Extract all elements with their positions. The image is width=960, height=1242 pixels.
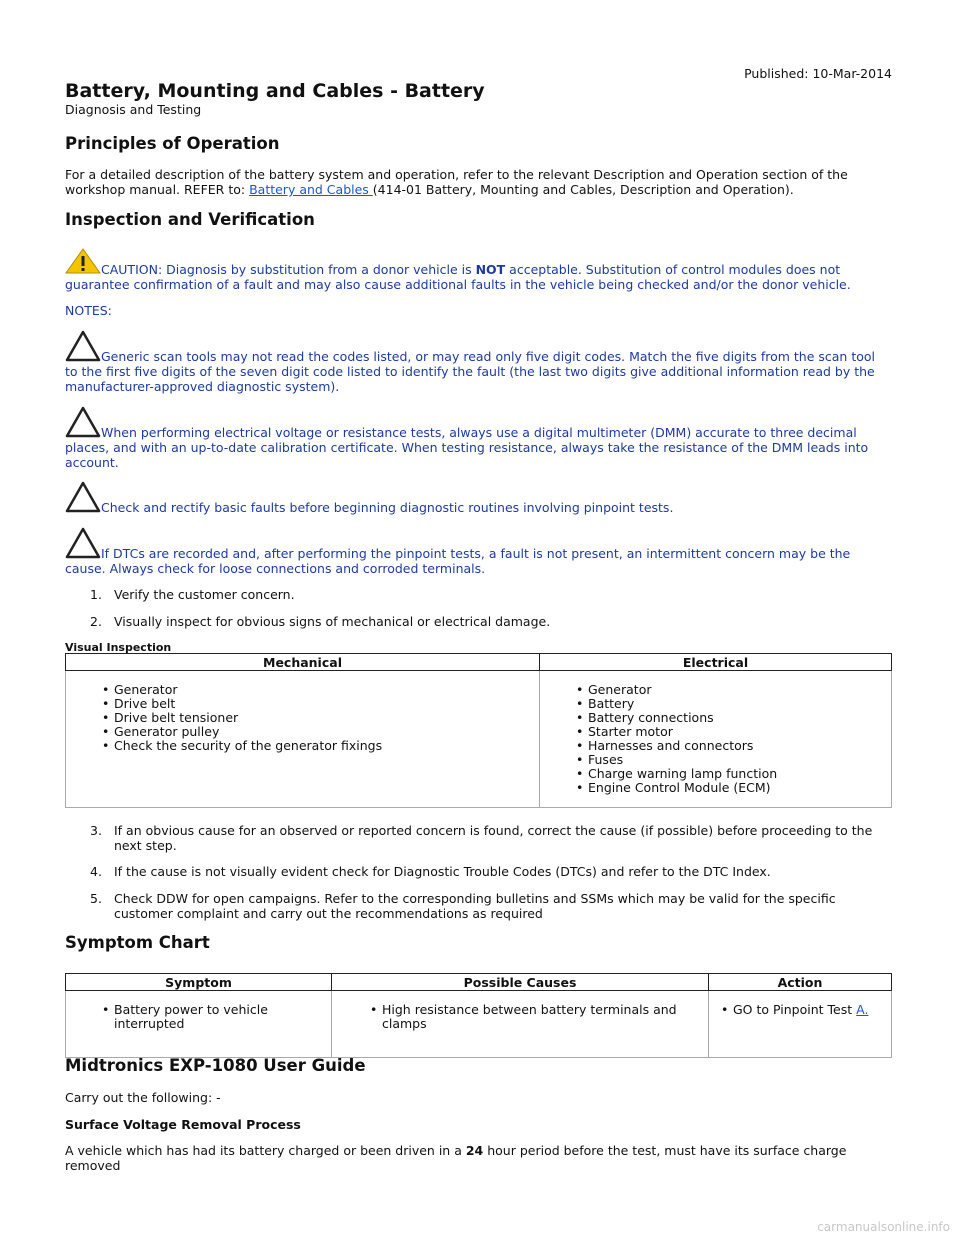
list-item: • Drive belt — [114, 697, 539, 711]
mechanical-header: Mechanical — [66, 654, 540, 671]
visual-inspection-label: Visual Inspection — [65, 641, 172, 654]
principles-text — [65, 167, 895, 197]
symptom-cell — [66, 991, 332, 1058]
published-date: Published: 10-Mar-2014 — [744, 66, 892, 81]
list-item: • Harnesses and connectors — [588, 739, 891, 753]
electrical-cell — [540, 671, 892, 808]
page-subtitle: Diagnosis and Testing — [65, 102, 202, 117]
caution-block — [65, 248, 885, 292]
visual-inspection-table — [65, 653, 892, 808]
electrical-list — [540, 683, 891, 795]
surface-voltage-heading: Surface Voltage Removal Process — [65, 1117, 301, 1132]
caution-text: CAUTION: Diagnosis by substitution from a donor vehicle is NOT acceptable. Substitution of control modules does not guarantee confirmation of a fault and may also cause additional faults in the vehicle being checked and/or the donor vehicle. — [65, 262, 851, 292]
list-item: • Starter motor — [588, 725, 891, 739]
list-item: • Engine Control Module (ECM) — [588, 781, 891, 795]
battery-cables-link[interactable]: Battery and Cables — [249, 182, 373, 197]
pinpoint-test-a-link[interactable]: A. — [856, 1002, 869, 1017]
cause-list — [332, 1003, 708, 1031]
list-item: • Fuses — [588, 753, 891, 767]
list-item: • Battery power to vehicle interrupted — [114, 1003, 331, 1031]
symptom-list — [66, 1003, 331, 1031]
watermark: carmanualsonline.info — [817, 1220, 950, 1234]
list-item: • Battery connections — [588, 711, 891, 725]
mechanical-list — [66, 683, 539, 753]
symptom-heading: Symptom Chart — [65, 933, 210, 952]
causes-header: Possible Causes — [332, 974, 709, 991]
principles-text-after: (414-01 Battery, Mounting and Cables, Description and Operation). — [372, 182, 794, 197]
midtronics-intro: Carry out the following: - — [65, 1090, 221, 1105]
list-item: • GO to Pinpoint Test A. — [733, 1003, 891, 1017]
symptom-header: Symptom — [66, 974, 332, 991]
page-title: Battery, Mounting and Cables - Battery — [65, 80, 485, 102]
action-cell — [709, 991, 892, 1058]
inspection-heading: Inspection and Verification — [65, 210, 315, 229]
note-text: If DTCs are recorded and, after performing the pinpoint tests, a fault is not present, an intermittent concern may be the cause. Always check for loose connections and corroded terminals. — [65, 546, 851, 576]
principles-text-before: For a detailed description of the battery system and operation, refer to the relevant Description and Operation section of the workshop manual. REFER to: — [65, 167, 848, 197]
manual-page: Published: 10-Mar-2014 Battery, Mounting and Cables - Battery Diagnosis and Testing Principles of Operation For a detailed description of the battery system and operation, refer to the relevant Description and Operation section of the workshop manual. REFER to: Battery and Cables (414-01 Battery, Mounting and Cables, Description and Operation). Inspection and Verification CAUTION: Diagnosis by substitution from a donor vehicle is NOT acceptable. Substitution of control modules does not guarantee confirmation of a fault and may also cause additional faults in the vehicle being checked and/or the donor vehicle. NOTES: Generic scan tools may not read the codes listed, or may read only five digit codes. Match the five digits from the scan tool to the first five digits of the seven digit code listed to identify the fault (the last two digits give additional information read by the manufacturer-approved diagnostic system). When performing electrical voltage or resistance tests, always use a digital multimeter (DMM) accurate to three decimal places, and with an up-to-date calibration certificate. When testing resistance, always take the resistance of the DMM leads into account. Check and rectify basic faults before beginning diagnostic routines involving pinpoint tests. If DTCs are recorded and, after performing the pinpoint tests, a fault is not present, an intermittent concern may be the cause. Always check for loose connections and corroded terminals. 1. Verify the customer concern. 2. Visually inspect for obvious signs of mechanical or electrical damage. Visual Inspection Mechanical Electrical • Generator • Drive belt • Drive belt tensioner • Generator pulley • Check the security of the generator fixings • Generator • Battery • Battery connections • Starter motor • Harnesses and connectors • Fuses • Charge warning lamp function • Engine Control Module (ECM) 3. If an obvious cause for an observed or reported concern is found, correct the cause (if possible) before proceeding to the next step. 4. If the cause is not visually evident check for Diagnostic Trouble Codes (DTCs) and refer to the DTC Index. 5. Check DDW for open campaigns. Refer to the corresponding bulletins and SSMs which may be valid for the specific customer complaint and carry out the recommendations as required Symptom Chart Symptom Possible Causes Action • Battery power to vehicle interrupted • High resistance between battery terminals and clamps • GO to Pinpoint Test A. Midtronics EXP-1080 User Guide Carry out the following: - Surface Voltage Removal Process A vehicle which has had its battery charged or been driven in a 24 hour period before the test, must have its surface charge removed carmanualsonline.info — [0, 0, 960, 1242]
list-item: • Drive belt tensioner — [114, 711, 539, 725]
symptom-table — [65, 973, 892, 1058]
surface-voltage-text: A vehicle which has had its battery charged or been driven in a 24 hour period before the test, must have its surface charge removed — [65, 1143, 847, 1173]
list-item: • Charge warning lamp function — [588, 767, 891, 781]
list-item: • Generator pulley — [114, 725, 539, 739]
list-item: • Check the security of the generator fixings — [114, 739, 539, 753]
mechanical-cell — [66, 671, 540, 808]
action-header: Action — [709, 974, 892, 991]
cause-cell — [332, 991, 709, 1058]
list-item: • Generator — [588, 683, 891, 697]
note-text: Generic scan tools may not read the codes listed, or may read only five digit codes. Match the five digits from the scan tool to the first five digits of the seven digit code listed to identify the fault (the last two digits give additional information read by the manufacturer-approved diagnostic system). — [65, 349, 875, 394]
electrical-header: Electrical — [540, 654, 892, 671]
action-list — [709, 1003, 891, 1017]
list-item: • Generator — [114, 683, 539, 697]
list-item: • Battery — [588, 697, 891, 711]
midtronics-heading: Midtronics EXP-1080 User Guide — [65, 1056, 366, 1075]
notes-label: NOTES: — [65, 303, 112, 318]
note-text: When performing electrical voltage or resistance tests, always use a digital multimeter (DMM) accurate to three decimal places, and with an up-to-date calibration certificate. When testing resistance, always take the resistance of the DMM leads into account. — [65, 425, 869, 470]
principles-heading: Principles of Operation — [65, 134, 280, 153]
list-item: • High resistance between battery terminals and clamps — [382, 1003, 708, 1031]
note-text: Check and rectify basic faults before beginning diagnostic routines involving pinpoint tests. — [101, 500, 674, 515]
